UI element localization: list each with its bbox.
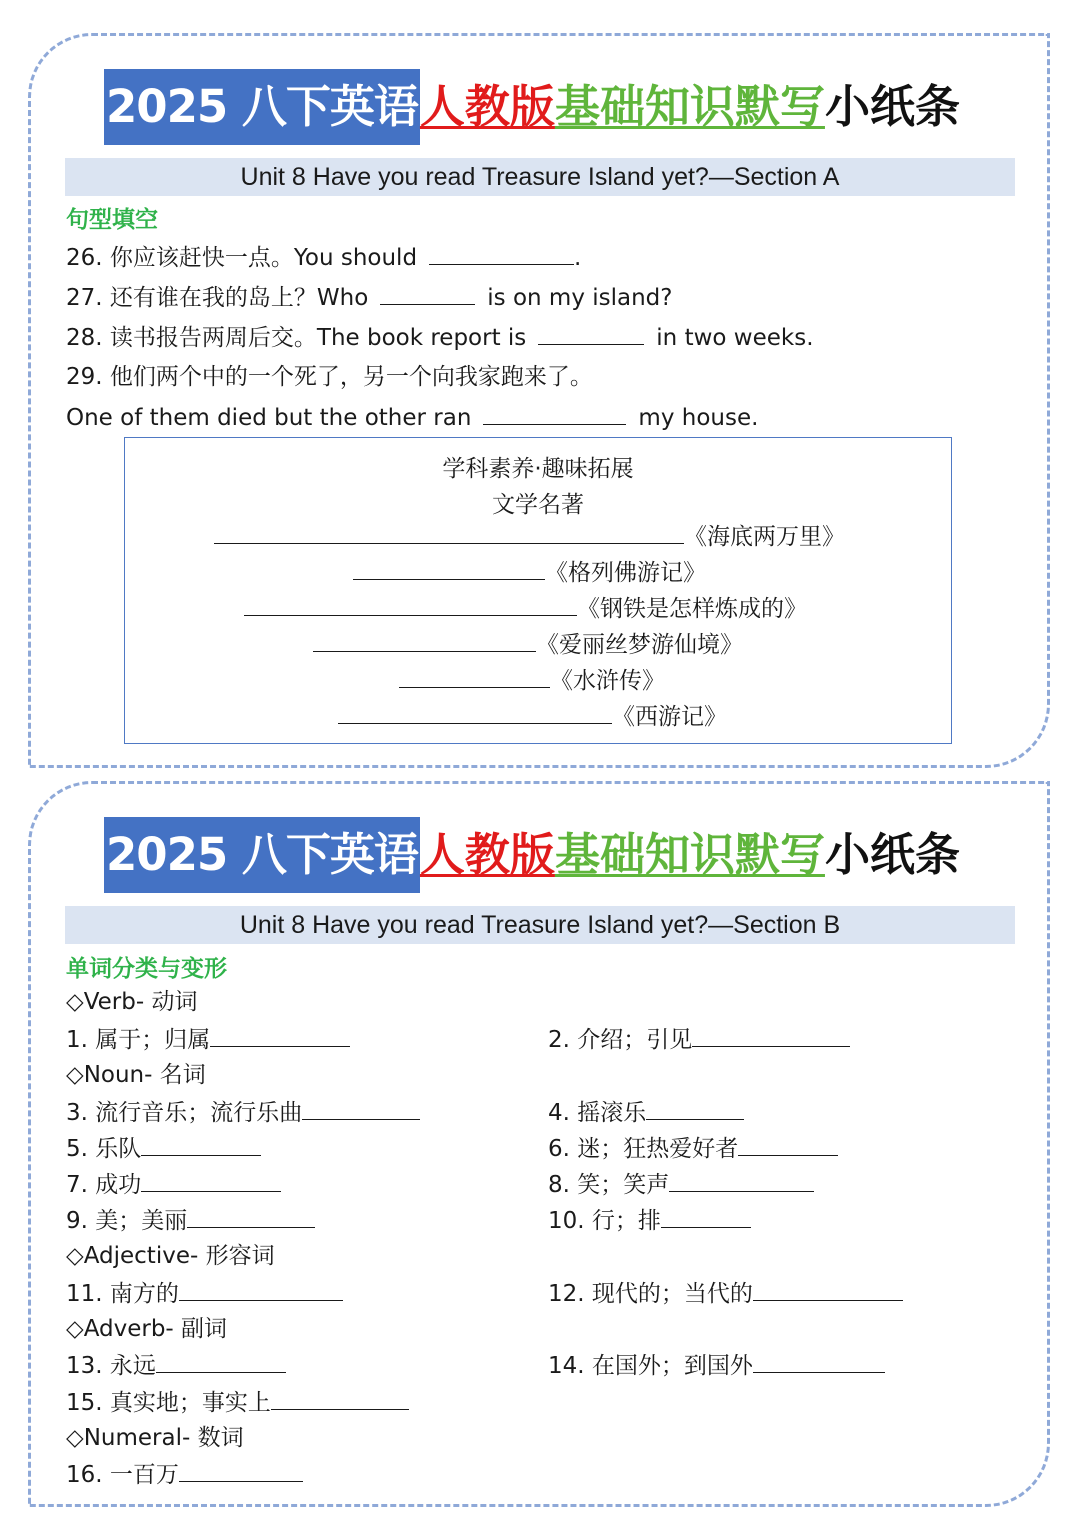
title-part-note: 小纸条	[824, 828, 960, 881]
book-row-1	[214, 521, 845, 552]
answer-blank[interactable]	[179, 1278, 343, 1301]
answer-blank[interactable]	[210, 1024, 350, 1047]
vocab-prompt: 8. 笑；笑声	[548, 1172, 670, 1198]
worksheet-title	[104, 817, 960, 893]
title-part-topic: 基础知识默写	[554, 828, 825, 881]
vocab-item-6	[548, 1133, 838, 1164]
vocab-item-10	[548, 1205, 751, 1236]
sentence-29	[66, 362, 593, 392]
answer-blank[interactable]	[483, 402, 626, 425]
answer-blank[interactable]	[179, 1459, 303, 1482]
vocab-prompt: 5. 乐队	[66, 1136, 142, 1162]
book-row-6	[338, 701, 727, 732]
vocab-prompt: 3. 流行音乐；流行乐曲	[66, 1100, 303, 1126]
sentence-ending: my house.	[638, 405, 759, 431]
answer-blank[interactable]	[187, 1205, 315, 1228]
book-row-4	[313, 629, 743, 660]
answer-blank[interactable]	[692, 1024, 850, 1047]
sentence-27	[66, 282, 673, 313]
title-part-grade: 2025 八下英语	[104, 817, 420, 893]
answer-blank[interactable]	[141, 1169, 281, 1192]
vocab-item-7	[66, 1169, 281, 1200]
vocab-prompt: 13. 永远	[66, 1353, 156, 1379]
sentence-number: 27.	[66, 285, 103, 311]
vocab-prompt: 10. 行；排	[548, 1208, 661, 1234]
answer-blank[interactable]	[399, 665, 550, 688]
box-subtitle: 文学名著	[492, 492, 584, 518]
sentence-ending: .	[574, 245, 582, 271]
category-adjective: ◇Adjective- 形容词	[66, 1243, 275, 1269]
answer-blank[interactable]	[646, 1097, 744, 1120]
sentence-ending: in two weeks.	[656, 325, 814, 351]
vocab-prompt: 4. 摇滚乐	[548, 1100, 647, 1126]
sentence-number: 29.	[66, 364, 103, 390]
answer-blank[interactable]	[141, 1133, 261, 1156]
book-title: 《钢铁是怎样炼成的》	[577, 596, 807, 622]
category-noun: ◇Noun- 名词	[66, 1062, 206, 1088]
sentence-number: 28.	[66, 325, 103, 351]
answer-blank[interactable]	[338, 701, 612, 724]
answer-blank[interactable]	[302, 1097, 420, 1120]
answer-blank[interactable]	[669, 1169, 814, 1192]
title-part-edition: 人教版	[419, 828, 555, 881]
category-numeral: ◇Numeral- 数词	[66, 1425, 244, 1451]
title-part-grade: 2025 八下英语	[104, 69, 420, 145]
answer-blank[interactable]	[156, 1350, 286, 1373]
answer-blank[interactable]	[753, 1350, 885, 1373]
vocab-prompt: 2. 介绍；引见	[548, 1027, 693, 1053]
answer-blank[interactable]	[271, 1387, 409, 1410]
answer-blank[interactable]	[753, 1278, 903, 1301]
answer-blank[interactable]	[538, 322, 644, 345]
book-row-2	[353, 557, 706, 588]
vocab-item-8	[548, 1169, 814, 1200]
book-title: 《海底两万里》	[684, 524, 845, 550]
sentence-text: One of them died but the other ran	[66, 405, 472, 431]
vocab-item-3	[66, 1097, 420, 1128]
answer-blank[interactable]	[380, 282, 475, 305]
category-adverb: ◇Adverb- 副词	[66, 1316, 228, 1342]
book-title: 《西游记》	[612, 704, 727, 730]
book-row-3	[244, 593, 807, 624]
vocab-item-9	[66, 1205, 315, 1236]
title-part-topic: 基础知识默写	[554, 80, 825, 133]
answer-blank[interactable]	[313, 629, 536, 652]
vocab-item-2	[548, 1024, 850, 1055]
section-title-sentences: 句型填空	[66, 207, 158, 233]
vocab-prompt: 11. 南方的	[66, 1281, 179, 1307]
vocab-prompt: 14. 在国外；到国外	[548, 1353, 753, 1379]
category-verb: ◇Verb- 动词	[66, 989, 198, 1015]
sentence-number: 26.	[66, 245, 103, 271]
answer-blank[interactable]	[214, 521, 684, 544]
vocab-prompt: 12. 现代的；当代的	[548, 1281, 753, 1307]
vocab-item-1	[66, 1024, 350, 1055]
book-title: 《水浒传》	[550, 668, 665, 694]
unit-heading: Unit 8 Have you read Treasure Island yet?—Section A	[65, 158, 1015, 196]
vocab-item-4	[548, 1097, 744, 1128]
vocab-item-15	[66, 1387, 409, 1418]
answer-blank[interactable]	[429, 242, 574, 265]
sentence-text: 还有谁在我的岛上？Who	[109, 285, 369, 311]
worksheet-title	[104, 69, 960, 145]
sentence-29-english	[66, 402, 758, 433]
answer-blank[interactable]	[353, 557, 545, 580]
vocab-prompt: 6. 迷；狂热爱好者	[548, 1136, 739, 1162]
vocab-prompt: 1. 属于；归属	[66, 1027, 211, 1053]
vocab-item-13	[66, 1350, 286, 1381]
title-part-note: 小纸条	[824, 80, 960, 133]
sentence-28	[66, 322, 814, 353]
book-title: 《格列佛游记》	[545, 560, 706, 586]
title-part-edition: 人教版	[419, 80, 555, 133]
answer-blank[interactable]	[661, 1205, 751, 1228]
vocab-prompt: 9. 美；美丽	[66, 1208, 188, 1234]
unit-heading: Unit 8 Have you read Treasure Island yet?—Section B	[65, 906, 1015, 944]
vocab-item-12	[548, 1278, 903, 1309]
vocab-item-14	[548, 1350, 885, 1381]
answer-blank[interactable]	[738, 1133, 838, 1156]
literature-extension-box	[124, 437, 952, 744]
vocab-prompt: 16. 一百万	[66, 1462, 179, 1488]
sentence-26	[66, 242, 581, 273]
sentence-text: 他们两个中的一个死了，另一个向我家跑来了。	[109, 364, 593, 390]
sentence-ending: is on my island?	[487, 285, 673, 311]
box-title: 学科素养·趣味拓展	[442, 456, 634, 482]
answer-blank[interactable]	[244, 593, 577, 616]
vocab-item-11	[66, 1278, 343, 1309]
book-row-5	[399, 665, 665, 696]
vocab-item-16	[66, 1459, 303, 1490]
book-title: 《爱丽丝梦游仙境》	[536, 632, 743, 658]
sentence-text: 你应该赶快一点。You should	[109, 245, 418, 271]
sentence-text: 读书报告两周后交。The book report is	[109, 325, 527, 351]
vocab-item-5	[66, 1133, 261, 1164]
vocab-prompt: 15. 真实地；事实上	[66, 1390, 271, 1416]
section-title-words: 单词分类与变形	[66, 956, 227, 982]
vocab-prompt: 7. 成功	[66, 1172, 142, 1198]
